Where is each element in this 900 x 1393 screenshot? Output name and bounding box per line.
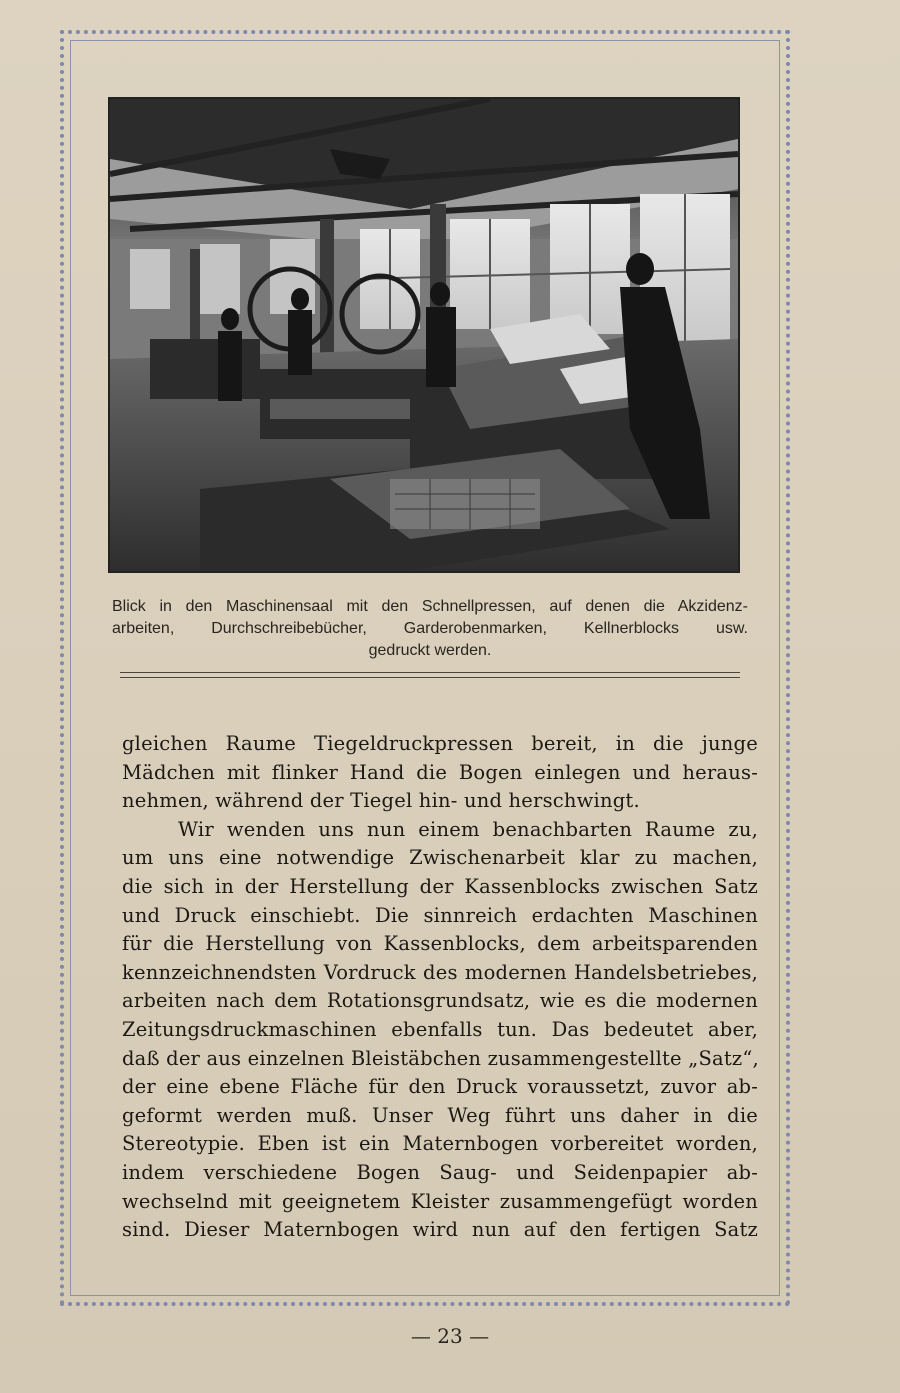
body-line: die sich in der Herstellung der Kassenblocks zwischen Satz: [122, 874, 758, 898]
body-line: um uns eine notwendige Zwischenarbeit klar zu machen,: [122, 846, 758, 870]
page-number: — 23 —: [410, 1324, 490, 1348]
body-line: wechselnd mit geeignetem Kleister zusammengefügt worden: [122, 1189, 758, 1213]
body-line: sind. Dieser Maternbogen wird nun auf den fertigen Satz: [122, 1218, 758, 1242]
body-line: Mädchen mit flinker Hand die Bogen einlegen und heraus-: [122, 760, 758, 784]
pressroom-photograph: [108, 97, 740, 573]
body-line: geformt werden muß. Unser Weg führt uns daher in die: [122, 1103, 758, 1127]
body-line: nehmen, während der Tiegel hin- und herschwingt.: [122, 789, 640, 813]
body-line: kennzeichnendsten Vordruck des modernen Handelsbetriebes,: [122, 960, 758, 984]
body-paragraphs: [122, 730, 758, 1245]
double-rule-top: [120, 672, 740, 673]
caption-line: arbeiten, Durchschreibebücher, Garderobenmarken, Kellnerblocks usw.: [112, 620, 748, 637]
body-line: Stereotypie. Eben ist ein Maternbogen vorbereitet worden,: [122, 1132, 758, 1156]
body-line: gleichen Raume Tiegeldruckpressen bereit, in die junge: [122, 732, 758, 755]
body-line: indem verschiedene Bogen Saug- und Seidenpapier ab-: [122, 1160, 758, 1184]
body-line: daß der aus einzelnen Bleistäbchen zusammengestellte „Satz“,: [122, 1046, 759, 1070]
body-line: arbeiten nach dem Rotationsgrundsatz, wie es die modernen: [122, 989, 758, 1013]
body-line: der eine ebene Fläche für den Druck voraussetzt, zuvor ab-: [122, 1075, 758, 1099]
body-line: für die Herstellung von Kassenblocks, dem arbeitsparenden: [122, 932, 758, 956]
photo-caption: [112, 596, 748, 662]
caption-line: gedruckt werden.: [368, 642, 492, 659]
body-line: und Druck einschiebt. Die sinnreich erdachten Maschinen: [122, 903, 758, 927]
body-line: Zeitungsdruckmaschinen ebenfalls tun. Das bedeutet aber,: [122, 1017, 758, 1041]
caption-line: Blick in den Maschinensaal mit den Schnellpressen, auf denen die Akzidenz-: [112, 598, 748, 615]
double-rule-bottom: [120, 677, 740, 678]
body-line: Wir wenden uns nun einem benachbarten Raume zu,: [178, 817, 758, 841]
